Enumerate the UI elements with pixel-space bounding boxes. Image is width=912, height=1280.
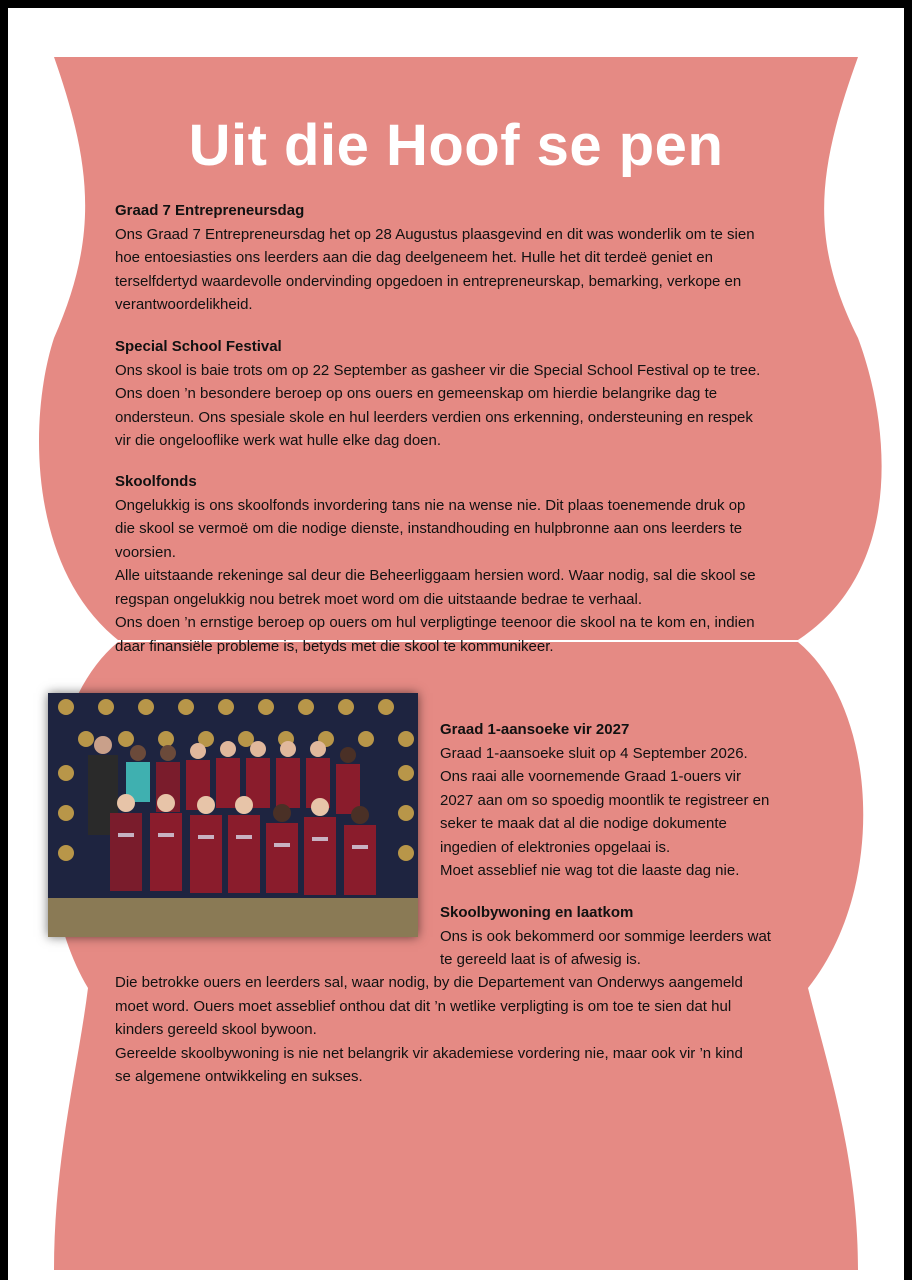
text-line: seker te maak dat al die nodige dokumente bbox=[440, 815, 727, 832]
text-line: die skool se vermoë om die nodige dienste, instandhouding en hulpbronne aan ons leerders te bbox=[115, 520, 743, 537]
text-line: Ons is ook bekommerd oor sommige leerders wat bbox=[440, 927, 771, 945]
text-line: Ons Graad 7 Entrepreneursdag het op 28 Augustus plaasgevind en dit was wonderlik om te sien bbox=[115, 225, 755, 243]
section-heading: Skoolbywoning en laatkom bbox=[440, 904, 634, 921]
page-title: Uit die Hoof se pen bbox=[188, 113, 724, 178]
text-line: terselfdertyd waardevolle ondervinding opgedoen in entrepreneurskap, bemarking, verkope en bbox=[115, 272, 742, 290]
text-line: voorsien. bbox=[115, 543, 176, 561]
section-bywoning-body bbox=[115, 971, 805, 1089]
text-line: Ons skool is baie trots om op 22 September as gasheer vir die Special School Festival op te tree. bbox=[115, 361, 761, 379]
text-line: Ons raai alle voornemende Graad 1-ouers vir bbox=[440, 768, 741, 785]
section-heading: Special School Festival bbox=[115, 338, 282, 355]
section-graad1 bbox=[440, 718, 800, 883]
section-entrepreneur bbox=[115, 199, 805, 317]
text-line: moet word. Ouers moet asseblief onthou dat dit ’n wetlike verpligting is om toe te sien dat hul bbox=[115, 997, 732, 1015]
text-line: Die betrokke ouers en leerders sal, waar nodig, by die Departement van Onderwys aangemeld bbox=[115, 974, 743, 991]
text-line: vir die ongelooflike werk wat hulle elke dag doen. bbox=[115, 432, 442, 449]
text-line: ondersteun. Ons spesiale skole en hul leerders verdien ons erkenning, ondersteuning en respek bbox=[115, 408, 753, 426]
section-skoolfonds bbox=[115, 470, 805, 658]
text-line: Gereelde skoolbywoning is nie net belangrik vir akademiese vordering nie, maar ook vir ’n kind bbox=[115, 1044, 743, 1062]
section-heading: Graad 7 Entrepreneursdag bbox=[115, 202, 305, 219]
text-line: Ons doen ’n ernstige beroep op ouers om hul verpligtinge teenoor die skool na te kom en, indien bbox=[115, 614, 755, 631]
text-line: te gereeld laat is of afwesig is. bbox=[440, 951, 641, 968]
text-line: regspan ongelukkig nou betrek moet word om die uitstaande bedrae te verhaal. bbox=[115, 590, 642, 608]
text-line: 2027 aan om so spoedig moontlik te registreer en bbox=[440, 791, 770, 809]
newsletter-page bbox=[8, 8, 904, 1280]
section-heading: Skoolfonds bbox=[115, 473, 197, 490]
text-line: Ongelukkig is ons skoolfonds invordering tans nie na wense nie. Dit plaas toenemende druk op bbox=[115, 496, 746, 514]
team-photo bbox=[48, 693, 418, 937]
section-heading: Graad 1-aansoeke vir 2027 bbox=[440, 721, 630, 738]
text-line: Alle uitstaande rekeninge sal deur die Beheerliggaam hersien word. Waar nodig, sal die skool se bbox=[115, 567, 756, 584]
text-line: Ons doen ’n besondere beroep op ons ouers en gemeenskap om hierdie belangrike dag te bbox=[115, 385, 718, 402]
text-line: Graad 1-aansoeke sluit op 4 September 2026. bbox=[440, 744, 748, 762]
text-line: daar finansiële probleme is, betyds met die skool te kommunikeer. bbox=[115, 637, 554, 655]
text-line: kinders gereeld skool bywoon. bbox=[115, 1021, 317, 1038]
team-photo-illustration bbox=[48, 693, 418, 937]
text-line: verantwoordelikheid. bbox=[115, 296, 253, 313]
section-bywoning-intro bbox=[440, 901, 800, 972]
section-festival bbox=[115, 335, 805, 453]
text-line: Moet asseblief nie wag tot die laaste dag nie. bbox=[440, 862, 740, 879]
text-line: se algemene ontwikkeling en sukses. bbox=[115, 1068, 363, 1085]
text-line: ingedien of elektronies opgelaai is. bbox=[440, 838, 671, 856]
text-line: hoe entoesiasties ons leerders aan die dag deelgeneem het. Hulle het dit terdeë geniet en bbox=[115, 249, 713, 266]
